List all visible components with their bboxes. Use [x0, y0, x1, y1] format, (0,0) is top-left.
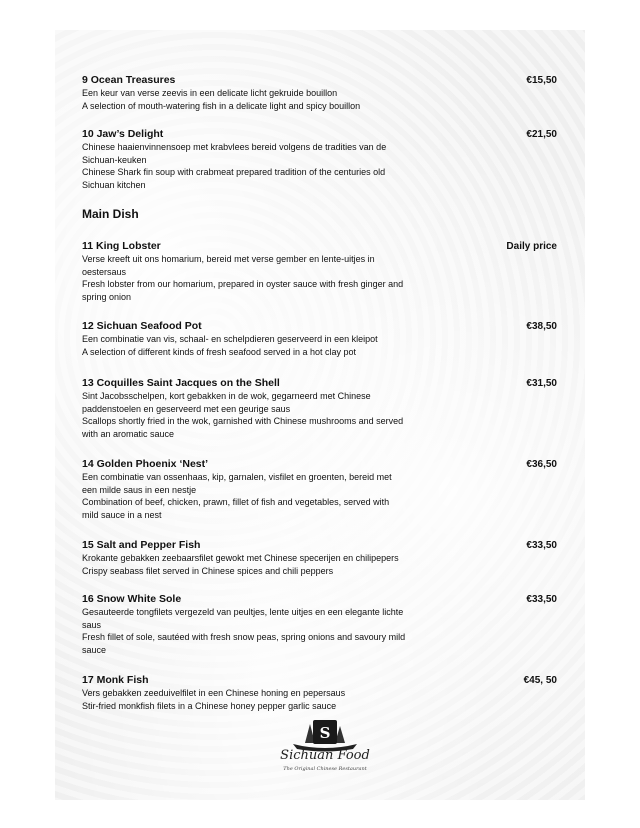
item-description	[82, 471, 452, 521]
desc-line: Fresh lobster from our homarium, prepared in oyster sauce with fresh ginger and	[82, 279, 404, 289]
desc-line: saus	[82, 619, 102, 630]
item-description	[82, 687, 452, 712]
item-name: 9 Ocean Treasures	[82, 74, 176, 86]
desc-line: A selection of mouth-watering fish in a delicate light and spicy bouillon	[82, 100, 361, 111]
desc-line: Vers gebakken zeeduivelfilet in een Chinese honing en pepersaus	[82, 688, 346, 698]
menu-item	[82, 458, 557, 521]
menu-item	[82, 674, 557, 712]
desc-line: Chinese haaienvinnensoep met krabvlees bereid volgens de tradities van de	[82, 142, 387, 152]
menu-item	[82, 240, 557, 303]
desc-line: mild sauce in a nest	[82, 509, 162, 520]
desc-line: Een keur van verse zeevis in een delicate licht gekruide bouillon	[82, 88, 338, 98]
logo-letter: S	[319, 724, 331, 742]
desc-line: Chinese Shark fin soup with crabmeat prepared tradition of the centuries old	[82, 167, 386, 177]
item-price: €45, 50	[523, 675, 557, 686]
item-description	[82, 253, 452, 303]
item-name: 10 Jaw’s Delight	[82, 128, 164, 140]
desc-line: sauce	[82, 644, 107, 655]
desc-line: Crispy seabass filet served in Chinese spices and chili peppers	[82, 565, 334, 576]
menu-item	[82, 128, 557, 191]
item-price: €38,50	[526, 321, 557, 332]
item-price: €33,50	[526, 540, 557, 551]
desc-line: Sichuan kitchen	[82, 179, 146, 190]
item-price: €36,50	[526, 459, 557, 470]
desc-line: spring onion	[82, 291, 132, 302]
menu-item	[82, 539, 557, 577]
desc-line: Krokante gebakken zeebaarsfilet gewokt met Chinese specerijen en chilipepers	[82, 553, 399, 563]
item-price: €21,50	[526, 129, 557, 140]
desc-line: Combination of beef, chicken, prawn, fillet of fish and vegetables, served with	[82, 497, 390, 507]
logo-name: Sichuan Food	[280, 748, 370, 763]
desc-line: A selection of different kinds of fresh seafood served in a hot clay pot	[82, 346, 356, 357]
menu-item	[82, 74, 557, 112]
item-description	[82, 141, 452, 191]
item-price: Daily price	[506, 241, 557, 252]
section-title: Main Dish	[82, 207, 139, 221]
desc-line: Fresh fillet of sole, sautéed with fresh snow peas, spring onions and savoury mild	[82, 632, 406, 642]
menu-item	[82, 320, 557, 358]
item-name: 15 Salt and Pepper Fish	[82, 539, 201, 551]
junk-boat-icon	[275, 718, 375, 752]
desc-line: Gesauteerde tongfilets vergezeld van peultjes, lente uitjes en een elegante lichte	[82, 607, 404, 617]
item-description	[82, 87, 452, 112]
item-description	[82, 606, 452, 656]
item-name: 17 Monk Fish	[82, 674, 149, 686]
item-price: €31,50	[526, 378, 557, 389]
desc-line: een milde saus in een nestje	[82, 484, 197, 495]
desc-line: Stir-fried monkfish filets in a Chinese honey pepper garlic sauce	[82, 700, 337, 711]
desc-line: Een combinatie van ossenhaas, kip, garnalen, visfilet en groenten, bereid met	[82, 472, 392, 482]
menu-item	[82, 593, 557, 656]
logo-tagline: The Original Chinese Restaurant	[283, 766, 367, 772]
item-price: €33,50	[526, 594, 557, 605]
restaurant-logo	[275, 718, 375, 783]
item-price: €15,50	[526, 75, 557, 86]
desc-line: Sint Jacobsschelpen, kort gebakken in de wok, gegarneerd met Chinese	[82, 391, 371, 401]
item-description	[82, 333, 452, 358]
item-name: 12 Sichuan Seafood Pot	[82, 320, 202, 332]
item-name: 16 Snow White Sole	[82, 593, 182, 605]
desc-line: oestersaus	[82, 266, 127, 277]
desc-line: Sichuan-keuken	[82, 154, 147, 165]
desc-line: Scallops shortly fried in the wok, garnished with Chinese mushrooms and served	[82, 416, 404, 426]
desc-line: Een combinatie van vis, schaal- en schelpdieren geserveerd in een kleipot	[82, 334, 378, 344]
item-description	[82, 390, 452, 440]
item-name: 14 Golden Phoenix ‘Nest’	[82, 458, 209, 470]
item-name: 11 King Lobster	[82, 240, 161, 252]
menu-page	[55, 30, 585, 800]
desc-line: Verse kreeft uit ons homarium, bereid met verse gember en lente-uitjes in	[82, 254, 375, 264]
desc-line: with an aromatic sauce	[82, 428, 175, 439]
desc-line: paddenstoelen en geserveerd met een geurige saus	[82, 403, 291, 414]
item-name: 13 Coquilles Saint Jacques on the Shell	[82, 377, 280, 389]
menu-item	[82, 377, 557, 440]
item-description	[82, 552, 452, 577]
